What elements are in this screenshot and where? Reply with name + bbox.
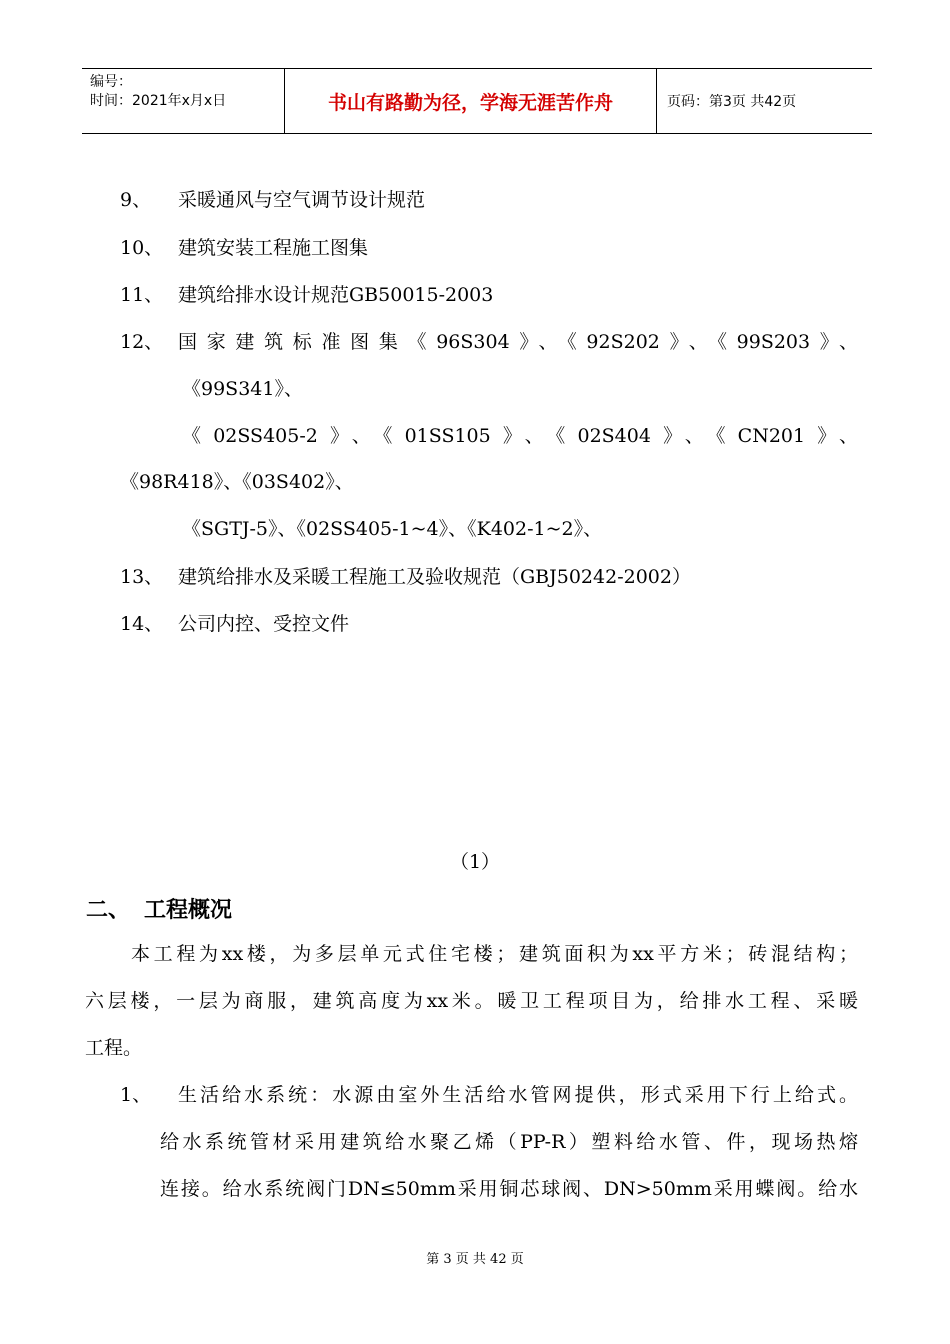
overview-line-1: 本工程为xx楼，为多层单元式住宅楼；建筑面积为xx平方米；砖混结构； bbox=[131, 943, 858, 965]
item1-num: 1、 bbox=[120, 1084, 152, 1106]
motto-text: 书山有路勤为径，学海无涯苦作舟 bbox=[327, 91, 613, 114]
ref12-cont-2: 《02SS405-2》、《01SS105》、《02S404》、《CN201》、 bbox=[182, 425, 858, 447]
overview-line-2: 六层楼，一层为商服，建筑高度为xx米。暖卫工程项目为，给排水工程、采暖 bbox=[85, 990, 858, 1012]
ref-num-11: 11、 bbox=[120, 284, 164, 306]
ref-text-10: 建筑安装工程施工图集 bbox=[178, 237, 369, 259]
section-title: 工程概况 bbox=[144, 898, 233, 923]
item1-line-3: 连接。给水系统阀门DN≤50mm采用铜芯球阀、DN>50mm采用蝶阀。给水 bbox=[160, 1178, 858, 1200]
section-number: 二、 bbox=[86, 898, 131, 923]
header-page bbox=[657, 69, 872, 133]
number-label: 编号： bbox=[90, 74, 132, 90]
ref-num-10: 10、 bbox=[120, 237, 164, 259]
header-motto bbox=[284, 69, 657, 133]
section-marker: （1） bbox=[449, 851, 501, 873]
overview-line-3: 工程。 bbox=[85, 1037, 143, 1059]
ref-num-9: 9、 bbox=[120, 189, 152, 211]
page-footer: 第 3 页 共 42 页 bbox=[426, 1252, 524, 1267]
ref-text-13: 建筑给排水及采暖工程施工及验收规范（GBJ50242-2002） bbox=[178, 566, 691, 588]
ref-num-13: 13、 bbox=[120, 566, 164, 588]
section-heading bbox=[86, 893, 232, 924]
item1-line-1: 生活给水系统：水源由室外生活给水管网提供，形式采用下行上给式。 bbox=[178, 1084, 858, 1106]
ref-text-12: 国家建筑标准图集《96S304》、《92S202》、《99S203》、 bbox=[178, 331, 858, 353]
ref-text-9: 采暖通风与空气调节设计规范 bbox=[178, 189, 426, 211]
ref-num-12: 12、 bbox=[120, 331, 164, 353]
ref12-cont-3: 《98R418》、《03S402》、 bbox=[120, 471, 354, 493]
item1-line-2: 给水系统管材采用建筑给水聚乙烯（PP-R）塑料给水管、件，现场热熔 bbox=[160, 1131, 858, 1153]
page-header bbox=[82, 68, 872, 134]
page-label: 页码：第3页 共42页 bbox=[667, 94, 797, 110]
time-label: 时间：2021年x月x日 bbox=[90, 93, 227, 109]
ref-text-14: 公司内控、受控文件 bbox=[178, 613, 350, 635]
ref12-cont-4: 《SGTJ-5》、《02SS405-1~4》、《K402-1~2》、 bbox=[182, 518, 603, 540]
ref12-cont-1: 《99S341》、 bbox=[182, 378, 303, 400]
ref-num-14: 14、 bbox=[120, 613, 164, 635]
ref-text-11: 建筑给排水设计规范GB50015-2003 bbox=[178, 284, 494, 306]
header-meta bbox=[82, 69, 284, 133]
